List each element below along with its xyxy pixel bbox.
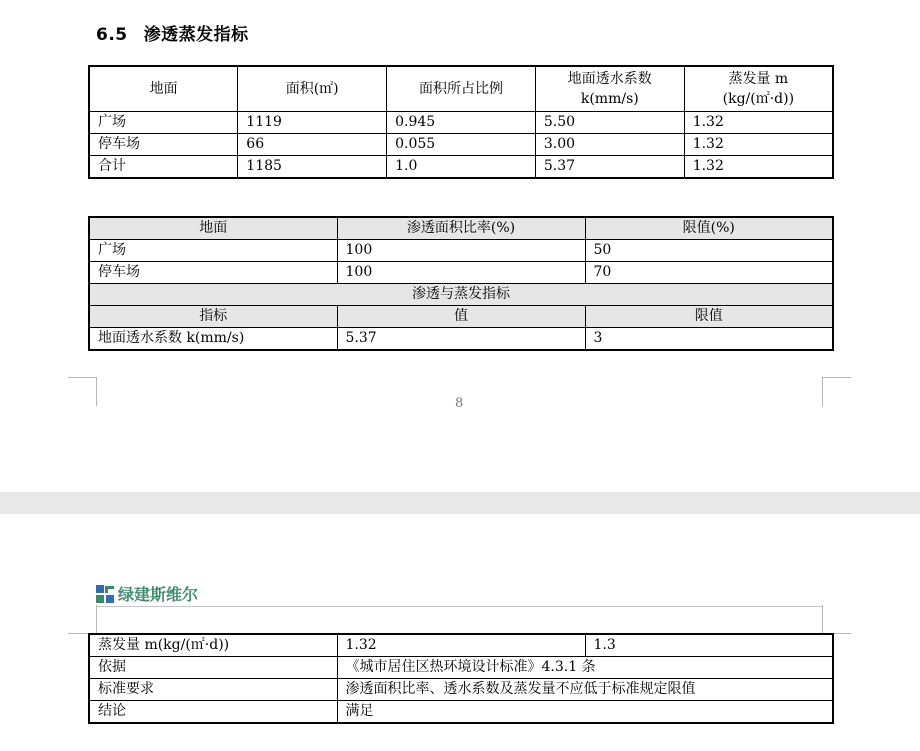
table-cell: 满足 [337, 701, 833, 724]
header-rule [96, 606, 822, 607]
table-row [89, 112, 833, 134]
section-title-row [89, 284, 833, 306]
table-cell: 66 [238, 134, 387, 156]
section-title-cell: 渗透与蒸发指标 [89, 284, 833, 306]
header-cell: 限值(%) [585, 217, 833, 240]
header-cell: 地面透水系数 k(mm/s) [535, 66, 684, 112]
table-row [89, 701, 833, 724]
crop-mark [68, 377, 97, 406]
table-cell: 广场 [89, 112, 238, 134]
table-cell: 50 [585, 240, 833, 262]
table-row [89, 679, 833, 701]
table-cell: 1.32 [684, 156, 833, 179]
evaporation-table [88, 633, 834, 724]
crop-mark [822, 605, 851, 634]
table-cell: 合计 [89, 156, 238, 179]
header-cell: 值 [337, 306, 585, 328]
table-cell: 5.37 [535, 156, 684, 179]
table-row [89, 634, 833, 657]
table-cell: 5.37 [337, 328, 585, 351]
table-cell: 标准要求 [89, 679, 337, 701]
area-table [88, 65, 834, 179]
infiltration-table [88, 216, 834, 351]
table-cell: 100 [337, 240, 585, 262]
table-header-row [89, 306, 833, 328]
page-separator [0, 492, 920, 514]
table-cell: 广场 [89, 240, 337, 262]
header-cell: 限值 [585, 306, 833, 328]
table-header-row [89, 66, 833, 112]
table-row [89, 156, 833, 179]
table-cell: 1185 [238, 156, 387, 179]
table-cell: 3 [585, 328, 833, 351]
table-cell: 0.945 [387, 112, 536, 134]
crop-mark [822, 377, 851, 406]
table-header-row [89, 217, 833, 240]
table-cell: 1.32 [684, 112, 833, 134]
table-cell: 1119 [238, 112, 387, 134]
table-cell: 1.3 [585, 634, 833, 657]
table-cell: 3.00 [535, 134, 684, 156]
logo-icon [96, 585, 114, 603]
header-cell: 面积(㎡) [238, 66, 387, 112]
table-row [89, 262, 833, 284]
header-cell: 面积所占比例 [387, 66, 536, 112]
header-cell: 渗透面积比率(%) [337, 217, 585, 240]
table-row [89, 657, 833, 679]
table-cell: 1.32 [337, 634, 585, 657]
header-cell: 指标 [89, 306, 337, 328]
table-cell: 《城市居住区热环境设计标准》4.3.1 条 [337, 657, 833, 679]
header-cell: 地面 [89, 66, 238, 112]
table-cell: 蒸发量 m(kg/(㎡·d)) [89, 634, 337, 657]
crop-mark [68, 605, 97, 634]
table-row [89, 328, 833, 351]
table-cell: 停车场 [89, 262, 337, 284]
table-cell: 停车场 [89, 134, 238, 156]
header-cell: 地面 [89, 217, 337, 240]
table-cell: 100 [337, 262, 585, 284]
table-cell: 1.32 [684, 134, 833, 156]
table-row [89, 134, 833, 156]
section-title: 渗透蒸发指标 [143, 25, 249, 45]
table-cell: 依据 [89, 657, 337, 679]
table-cell: 1.0 [387, 156, 536, 179]
header-cell: 蒸发量 m (kg/(㎡·d)) [684, 66, 833, 112]
table-row [89, 240, 833, 262]
page-number: 8 [455, 396, 464, 411]
table-cell: 70 [585, 262, 833, 284]
logo-text: 绿建斯维尔 [118, 585, 199, 604]
section-number: 6.5 [96, 25, 128, 45]
table-cell: 5.50 [535, 112, 684, 134]
company-logo [96, 582, 198, 605]
section-heading [96, 20, 249, 45]
table-cell: 地面透水系数 k(mm/s) [89, 328, 337, 351]
table-cell: 结论 [89, 701, 337, 724]
table-cell: 0.055 [387, 134, 536, 156]
table-cell: 渗透面积比率、透水系数及蒸发量不应低于标准规定限值 [337, 679, 833, 701]
